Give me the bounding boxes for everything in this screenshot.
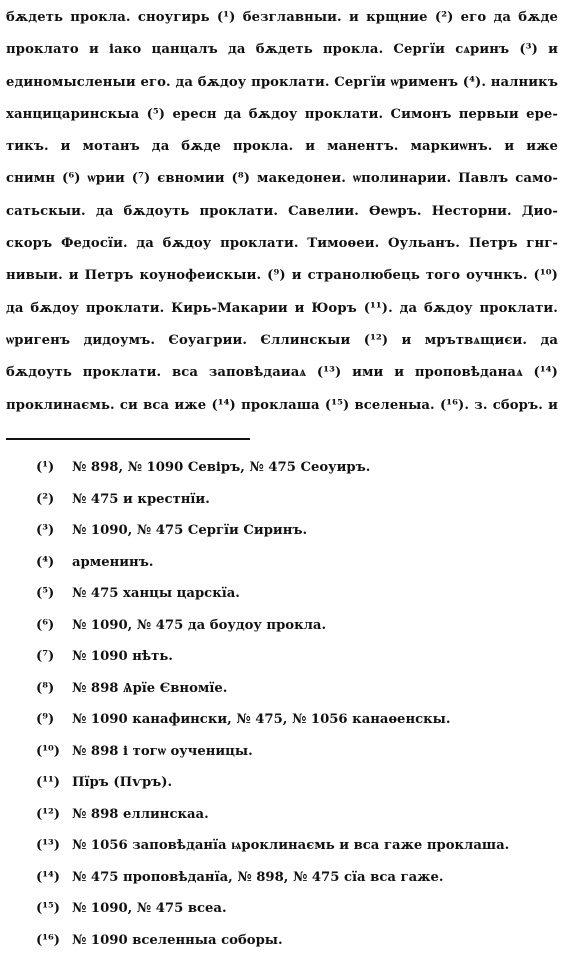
footnotes [36,454,556,958]
footnote [36,549,556,581]
text-line: нивыи. и Петръ коунофеискыи. (⁹) и странолюбець того оучнкъ. (¹⁰) [6,262,558,294]
main-text [6,4,558,424]
footnote-text: № 475 и крестнїи. [72,492,210,507]
text-line: единомысленыи его. да бѫдоу проклати. Сергїи ѡрименъ (⁴). налникъ [6,69,558,101]
footnote-text: № 1090, № 475 всеа. [72,901,227,916]
footnote [36,486,556,518]
footnote-text: № 475 проповѣданїа, № 898, № 475 сїа вса гаже. [72,870,443,885]
footnote-marker: (¹⁶) [36,927,72,955]
footnote-text: арменинъ. [72,555,153,570]
text-line: тикъ. и мотанъ да бѫде прокла. и манентъ. маркиѡнъ. и иже [6,133,558,165]
footnote-marker: (²) [36,486,72,514]
footnote [36,895,556,927]
footnote-marker: (³) [36,517,72,545]
footnote [36,769,556,801]
text-line: да бѫдоу проклати. Кирь-Макарии и Юоръ (¹¹). да бѫдоу проклати. [6,295,558,327]
footnote-marker: (¹¹) [36,769,72,797]
footnote-text: № 1090 вселенныа соборы. [72,933,283,948]
footnote-marker: (¹) [36,454,72,482]
text-line: скоръ Федосїи. да бѫдоу проклати. Тимоѳеи. Оульанъ. Петръ гнг- [6,230,558,262]
footnote-divider [6,438,250,440]
footnote [36,738,556,770]
footnote-marker: (¹⁵) [36,895,72,923]
text-line: проклато и іако цанцалъ да бѫдеть прокла. Сергїи сѧринъ (³) и [6,36,558,68]
footnote [36,927,556,958]
footnote-text: № 898 і тогѡ оученицы. [72,744,253,759]
footnote-text: № 1090 нѣть. [72,649,173,664]
footnote-text: № 898 еллинскаа. [72,807,209,822]
footnote [36,864,556,896]
footnote-marker: (¹²) [36,801,72,829]
footnote [36,832,556,864]
footnote [36,801,556,833]
footnote-text: № 1090 канафински, № 475, № 1056 канаѳенскы. [72,712,450,727]
footnote-text: Пїръ (Пѵръ). [72,775,172,790]
footnote-text: № 1090, № 475 Сергїи Сиринъ. [72,523,307,538]
footnote-marker: (⁹) [36,706,72,734]
footnote-marker: (⁶) [36,612,72,640]
text-line: бѫдеть прокла. сноугирь (¹) безглавныи. и крщние (²) его да бѫде [6,4,558,36]
footnote-text: № 1090, № 475 да боудоу прокла. [72,618,326,633]
footnote [36,517,556,549]
text-line: бѫдоуть проклати. вса заповѣдаиаѧ (¹³) ими и проповѣданаѧ (¹⁴) [6,359,558,391]
text-line: сатьскыи. да бѫдоуть проклати. Савелии. Ѳеѡръ. Несторни. Дио- [6,198,558,230]
footnote-marker: (⁵) [36,580,72,608]
footnote-text: № 898 Ѧрїе Євномїе. [72,681,227,696]
footnote [36,580,556,612]
footnote-marker: (⁸) [36,675,72,703]
footnote-text: № 1056 заповѣданїа ѩроклинаємь и вса гаже проклаша. [72,838,509,853]
footnote-text: № 898, № 1090 Севіръ, № 475 Сеоуиръ. [72,460,370,475]
footnote [36,675,556,707]
text-line: ѡригенъ дидоумъ. Єоуагрии. Єллинскыи (¹²) и мрътвѧщиєи. да [6,327,558,359]
text-line: снимн (⁶) ѡрии (⁷) євномии (⁸) македонеи. ѡполинарии. Павлъ само- [6,165,558,197]
footnote-marker: (¹³) [36,832,72,860]
footnote-marker: (¹⁰) [36,738,72,766]
footnote [36,643,556,675]
footnote-marker: (⁴) [36,549,72,577]
text-line: проклинаємь. си вса иже (¹⁴) проклаша (¹⁵) вселеныа. (¹⁶). з. сборъ. и [6,392,558,424]
text-line: ханцицаринскыа (⁵) ересн да бѫдоу проклати. Симонъ первыи ере- [6,101,558,133]
footnote [36,706,556,738]
footnote-text: № 475 ханцы царскїа. [72,586,240,601]
footnote-marker: (⁷) [36,643,72,671]
footnote [36,454,556,486]
footnote-marker: (¹⁴) [36,864,72,892]
footnote [36,612,556,644]
